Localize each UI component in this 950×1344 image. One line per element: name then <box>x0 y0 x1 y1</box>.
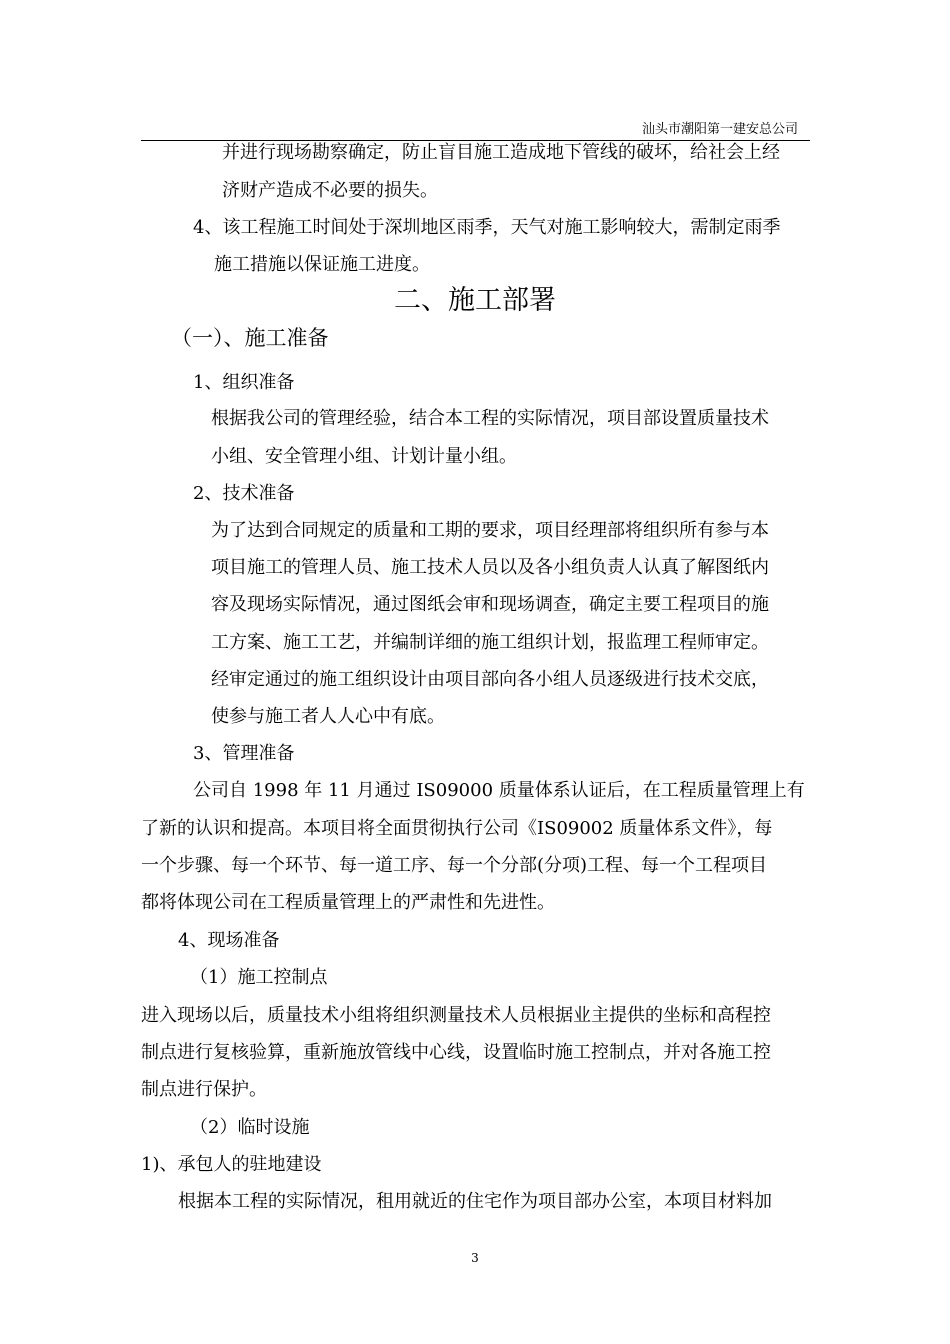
body-line: 都将体现公司在工程质量管理上的严肃性和先进性。 <box>141 892 555 913</box>
body-line: 根据我公司的管理经验，结合本工程的实际情况，项目部设置质量技术 <box>211 408 769 429</box>
section-title: 二、施工部署 <box>394 285 556 316</box>
body-line: 为了达到合同规定的质量和工期的要求，项目经理部将组织所有参与本 <box>211 520 769 541</box>
body-line: 济财产造成不必要的损失。 <box>222 180 438 201</box>
section-subtitle: （一）、施工准备 <box>171 326 329 350</box>
sub-item-heading: （2）临时设施 <box>190 1117 310 1138</box>
body-line: 小组、安全管理小组、计划计量小组。 <box>211 446 517 467</box>
item-heading: 2、技术准备 <box>193 483 295 504</box>
body-line: 经审定通过的施工组织设计由项目部向各小组人员逐级进行技术交底， <box>211 669 769 690</box>
body-line: 了新的认识和提高。本项目将全面贯彻执行公司《IS09002 质量体系文件》，每 <box>141 818 773 839</box>
body-line: 一个步骤、每一个环节、每一道工序、每一个分部(分项)工程、每一个工程项目 <box>141 855 768 876</box>
header-company: 汕头市潮阳第一建安总公司 <box>641 122 798 137</box>
sub-item-heading: （1）施工控制点 <box>190 967 328 988</box>
header-rule <box>141 140 810 141</box>
item-heading: 1)、承包人的驻地建设 <box>141 1154 322 1175</box>
body-line: 容及现场实际情况，通过图纸会审和现场调查，确定主要工程项目的施 <box>211 594 769 615</box>
body-line: 4、该工程施工时间处于深圳地区雨季，天气对施工影响较大，需制定雨季 <box>193 217 781 238</box>
body-line: 工方案、施工工艺，并编制详细的施工组织计划，报监理工程师审定。 <box>211 632 769 653</box>
item-heading: 4、现场准备 <box>178 930 280 951</box>
item-heading: 3、管理准备 <box>193 743 295 764</box>
item-heading: 1、组织准备 <box>193 372 295 393</box>
body-line: 施工措施以保证施工进度。 <box>214 254 430 275</box>
body-line: 公司自 1998 年 11 月通过 IS09000 质量体系认证后，在工程质量管理上有 <box>193 780 805 801</box>
body-line: 使参与施工者人人心中有底。 <box>211 706 445 727</box>
body-line: 并进行现场勘察确定，防止盲目施工造成地下管线的破坏，给社会上经 <box>222 142 780 163</box>
page-number: 3 <box>471 1251 479 1265</box>
body-line: 制点进行保护。 <box>141 1079 267 1100</box>
body-line: 进入现场以后，质量技术小组将组织测量技术人员根据业主提供的坐标和高程控 <box>141 1005 771 1026</box>
body-line: 根据本工程的实际情况，租用就近的住宅作为项目部办公室，本项目材料加 <box>178 1191 772 1212</box>
body-line: 项目施工的管理人员、施工技术人员以及各小组负责人认真了解图纸内 <box>211 557 769 578</box>
body-line: 制点进行复核验算，重新施放管线中心线，设置临时施工控制点，并对各施工控 <box>141 1042 771 1063</box>
